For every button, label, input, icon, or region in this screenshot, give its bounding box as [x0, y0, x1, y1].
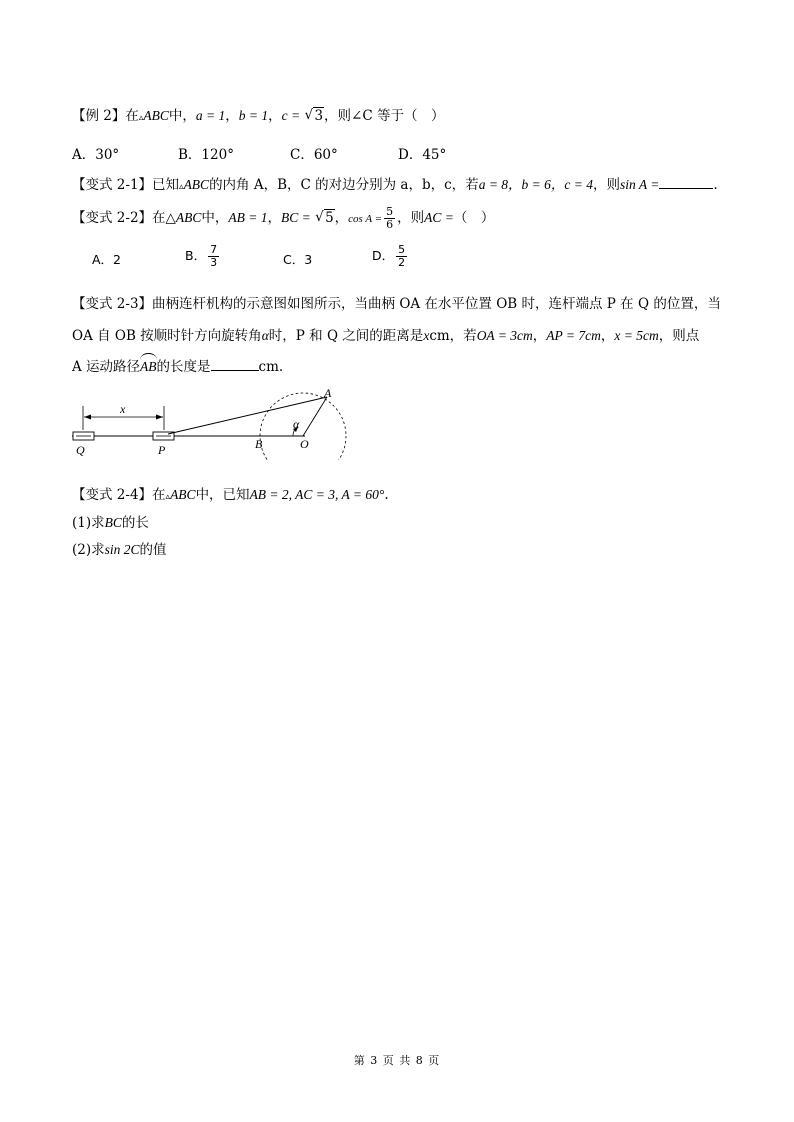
crank-mechanism-figure	[60, 385, 360, 460]
option-d: D． $\frac{5}{2}$	[372, 243, 406, 269]
answer-blank	[659, 175, 713, 189]
connecting-rod	[168, 397, 327, 434]
example-2-stem: 【例 2】在▵ABC中，a = 1，b = 1，c = √ 3，则∠C 等于（ ）	[72, 106, 444, 128]
sqrt-expression: √ 5	[315, 208, 335, 228]
label-x: x	[120, 402, 126, 416]
variant-2-3-line-3: A 运动路径AB的长度是 cm.	[72, 359, 284, 375]
option-a: A．30°	[72, 147, 120, 163]
option-b: B．120°	[178, 147, 234, 163]
page-footer: 第 3 页 共 8 页	[353, 1054, 441, 1067]
arc-ab: AB	[140, 357, 157, 377]
label-alpha: α	[293, 417, 300, 431]
question-2: (2)求sin 2C的值	[72, 542, 167, 558]
label-a: A	[324, 386, 332, 400]
answer-blank	[211, 357, 259, 371]
fraction: $\frac{5}{6}$	[386, 205, 394, 231]
option-c: C．3	[283, 252, 313, 267]
label-o: O	[300, 437, 309, 451]
variant-2-1: 【变式 2-1】已知▵ABC的内角 A，B，C 的对边分别为 a，b，c，若a = 8，b = 6，c = 4，则sin A = .	[72, 177, 718, 193]
option-d: D．45°	[398, 147, 447, 163]
label-p: P	[158, 443, 166, 457]
label-q: Q	[76, 443, 85, 457]
option-c: C．60°	[290, 147, 338, 163]
variant-2-4: 【变式 2-4】在▵ABC中，已知AB = 2, AC = 3, A = 60°.	[72, 487, 389, 503]
sqrt-expression: √ 3	[304, 106, 324, 126]
crank-oa	[303, 397, 327, 436]
arrow-left-icon	[84, 415, 91, 420]
variant-2-3-line-1: 【变式 2-3】曲柄连杆机构的示意图如图所示，当曲柄 OA 在水平位置 OB 时，连杆端点 P 在 Q 的位置，当	[72, 296, 721, 312]
variant-2-2: 【变式 2-2】在△ABC中，AB = 1，BC = √ 5，cos A = $\frac{5}{6}$ ，则AC =（ ）	[72, 206, 494, 231]
question-1: (1)求BC的长	[72, 515, 149, 531]
example-tag: 【例 2】	[72, 108, 126, 124]
label-b: B	[255, 437, 263, 451]
arrow-right-icon	[156, 415, 163, 420]
variant-2-3-line-2: OA 自 OB 按顺时针方向旋转角α时，P 和 Q 之间的距离是xcm，若OA = 3cm，AP = 7cm，x = 5cm，则点	[72, 328, 700, 344]
option-a: A．2	[92, 252, 122, 267]
option-b: B． $\frac{7}{3}$	[185, 243, 218, 269]
